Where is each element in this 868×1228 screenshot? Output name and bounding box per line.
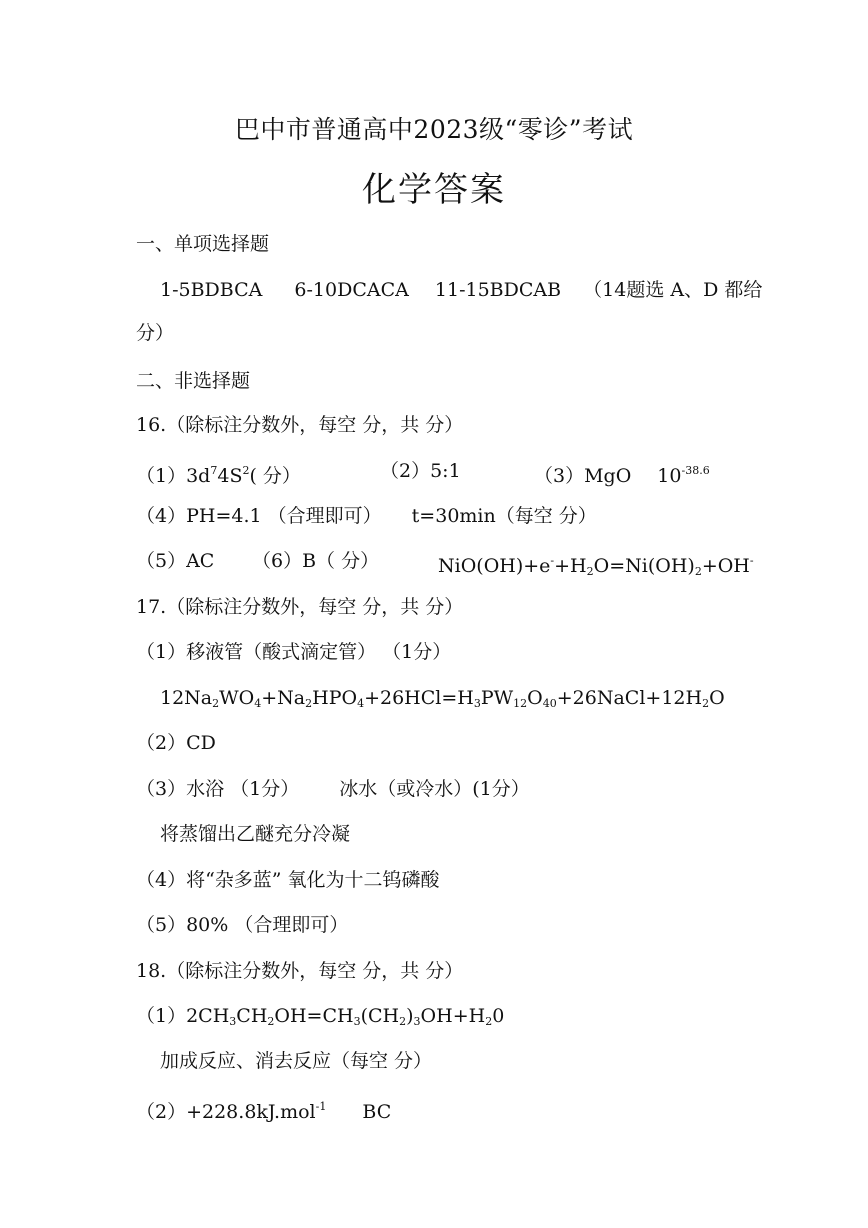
q18-p2: （2）+228.8kJ.mol$^{-1}$ BC (136, 1100, 392, 1123)
q17-p3-note: 将蒸馏出乙醚充分冷凝 (160, 823, 351, 845)
answer-subtitle: 化学答案 (362, 170, 506, 210)
q16-header: 16.（除标注分数外，每空 分，共 分） (136, 414, 464, 436)
q17-p1: （1）移液管（酸式滴定管） （1分） (136, 641, 452, 663)
q18-header: 18.（除标注分数外，每空 分，共 分） (136, 960, 464, 982)
q17-p5: （5）80% （合理即可） (136, 914, 349, 936)
mc-1-5: 1-5BDBCA (160, 279, 263, 301)
mc-note: （14题选 A、D 都给 (583, 279, 763, 301)
q17-header: 17.（除标注分数外，每空 分，共 分） (136, 596, 464, 618)
q18-p1-types: 加成反应、消去反应（每空 分） (160, 1050, 433, 1072)
q16-p3: （3）MgO $10^{-38.6}$ (534, 464, 710, 487)
section-1-heading: 一、单项选择题 (136, 233, 270, 255)
mc-note-cont: 分） (136, 322, 175, 344)
section-2-heading: 二、非选择题 (136, 370, 251, 392)
q16-line-1 (136, 458, 301, 489)
q16-equation: $NiO(OH)+e^-+H_2O=Ni(OH)_2+OH^-$ (438, 554, 754, 578)
q17-p3: （3）水浴 （1分） 冰水（或冷水）(1分） (136, 778, 530, 800)
exam-title: 巴中市普通高中2023级“零诊”考试 (234, 115, 634, 144)
q16-p5: （5）AC (136, 550, 215, 572)
q16-p1: $(1)3d^74S^2$( 分） (136, 464, 301, 487)
q16-p4: （4）PH=4.1 （合理即可） t=30min（每空 分） (136, 505, 597, 527)
mc-11-15: 11-15BDCAB (434, 279, 562, 301)
q16-p2: （2）5:1 (380, 460, 461, 482)
mc-answers-line (160, 277, 762, 303)
mc-6-10: 6-10DCACA (294, 279, 409, 301)
q16-p6: （6）B（ 分） (252, 550, 380, 572)
q17-p4: （4）将“杂多蓝” 氧化为十二钨磷酸 (136, 869, 440, 891)
q17-equation: $12Na_2WO_4+Na_2HPO_4+26HCl=H_3PW_{12}O_{40}+26NaCl+12H_2O$ (160, 687, 725, 710)
q18-p1: $(1)2CH_3CH_2OH=CH_3(CH_2)_3OH+H_20$ (136, 1005, 505, 1028)
q17-p2: （2）CD (136, 732, 216, 754)
